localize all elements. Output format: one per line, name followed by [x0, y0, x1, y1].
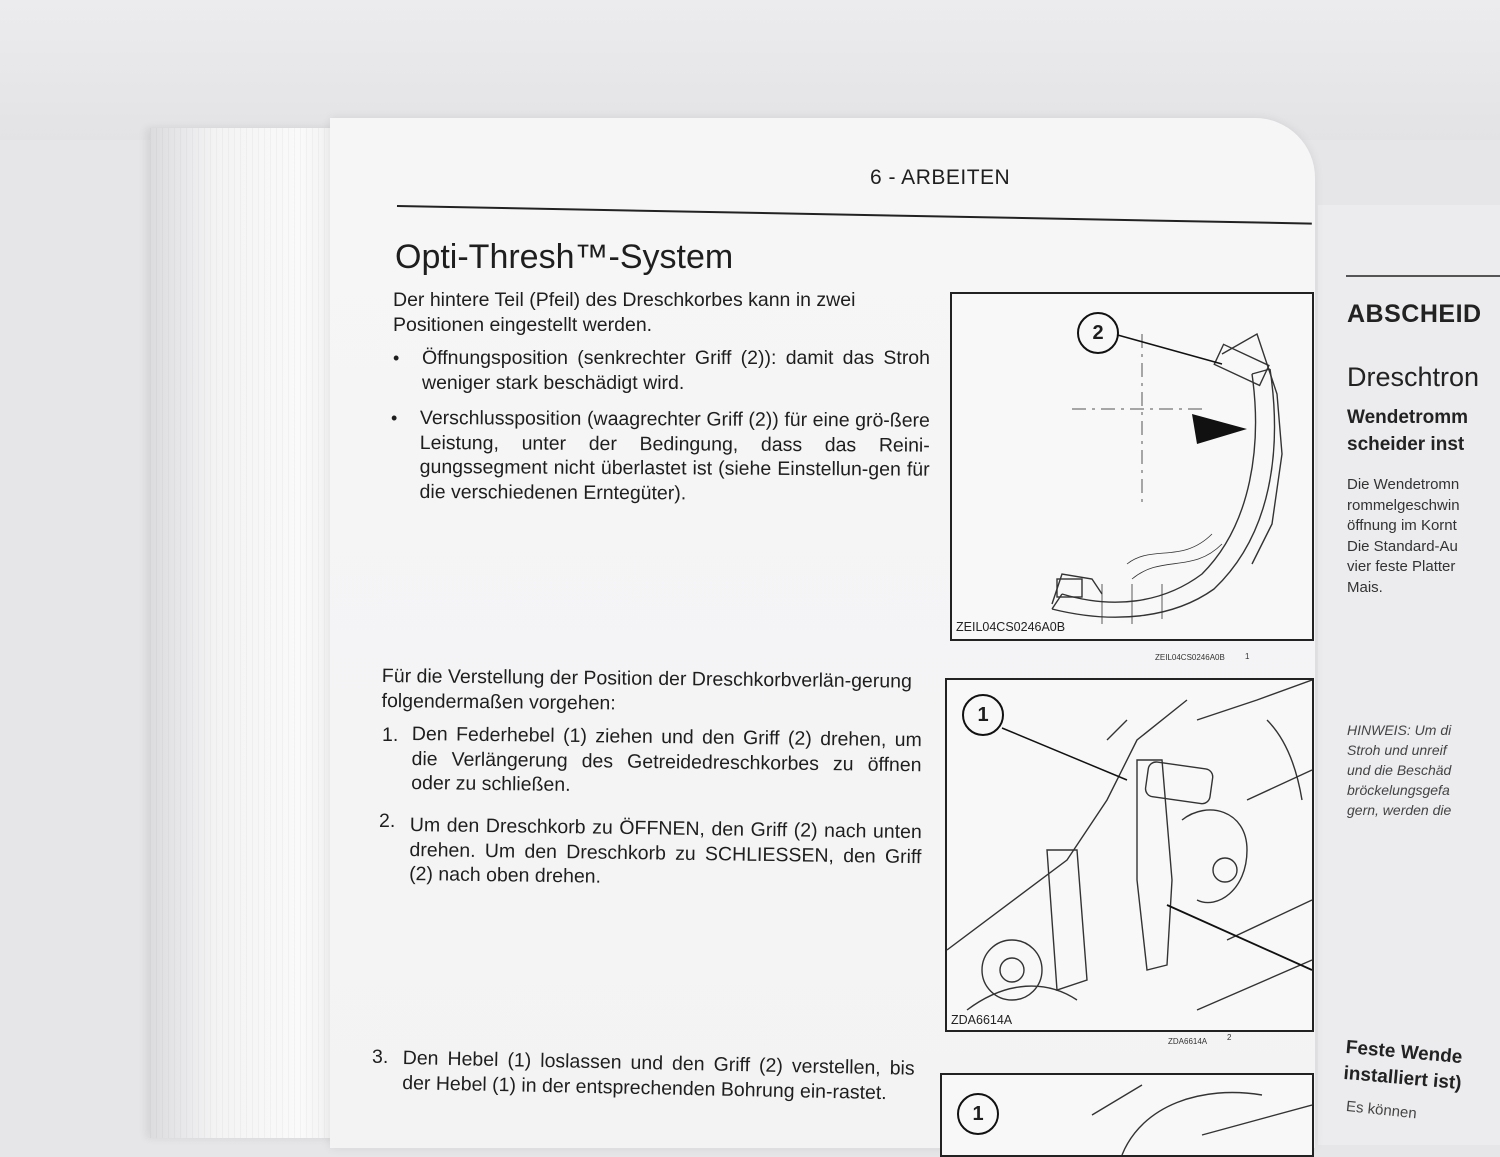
bullet-marker: • — [393, 348, 400, 368]
section-header: 6 - ARBEITEN — [870, 166, 1011, 189]
figure-code: ZEIL04CS0246A0B — [956, 620, 1066, 634]
text-line: Wendetromm — [1347, 407, 1469, 428]
procedure-intro: Für die Verstellung der Position der Dreschkorbverlän-gerung folgendermaßen vorgehen: — [381, 664, 912, 714]
bullet-item: Verschlussposition (waagrechter Griff (2)) für eine grö-ßere Leistung, unter der Bedingung, dass das Reini-gungssegment nicht überlastet ist (siehe Einstellun-gen für die verschiedenen Erntegüter). — [419, 407, 930, 504]
right-page-note — [1347, 720, 1451, 820]
right-page-bold-text — [1347, 404, 1468, 458]
text-line: HINWEIS: Um di — [1347, 722, 1452, 738]
right-page-footer-text: Es können — [1345, 1098, 1418, 1123]
text-line: Die Wendetromn — [1347, 476, 1460, 493]
concave-drawing — [952, 294, 1312, 639]
text-line: scheider inst — [1347, 434, 1465, 455]
right-page-footer-heading — [1342, 1035, 1464, 1097]
figure-caption-code: ZDA6614A — [1168, 1037, 1208, 1046]
text-line: und die Beschäd — [1347, 762, 1452, 778]
text-line: installiert ist) — [1342, 1062, 1463, 1095]
text-line: öffnung im Kornt — [1347, 517, 1457, 534]
callout-marker: 2 — [1077, 312, 1119, 354]
step-text: Den Hebel (1) loslassen und den Griff (2) verstellen, bis der Hebel (1) in der entsprechenden Bohrung ein-rastet. — [402, 1046, 915, 1104]
step-text: Um den Dreschkorb zu ÖFFNEN, den Griff (2) nach unten drehen. Um den Dreschkorb zu SCHLIESSEN, den Griff (2) nach oben drehen. — [408, 813, 922, 888]
page-title: Opti-Thresh™-System — [395, 238, 734, 276]
callout-marker: 1 — [957, 1093, 999, 1135]
text-line: vier feste Platter — [1347, 558, 1456, 575]
text-line: Mais. — [1347, 578, 1383, 596]
right-page — [1318, 205, 1500, 1145]
step-number: 1. — [382, 724, 399, 746]
arrow-icon — [1192, 414, 1247, 444]
bullet-marker: • — [391, 408, 398, 428]
text-line: bröckelungsgefa — [1347, 782, 1450, 798]
step-text: Den Federhebel (1) ziehen und den Griff (2) drehen, um die Verlängerung des Getreidedreschkorbes zu öffnen oder zu schließen. — [411, 722, 922, 796]
figure-lever-handle — [945, 678, 1314, 1032]
right-page-subheading: Dreschtron — [1347, 362, 1480, 392]
right-page-body — [1347, 475, 1460, 598]
step-number: 2. — [379, 810, 396, 832]
intro-paragraph: Der hintere Teil (Pfeil) des Dreschkorbes kann in zwei Positionen eingestellt werden. — [393, 289, 856, 336]
step-number: 3. — [372, 1046, 389, 1068]
figure-partial — [940, 1073, 1314, 1157]
lever-drawing — [947, 680, 1312, 1030]
right-page-heading: ABSCHEID — [1347, 300, 1482, 328]
text-line: gern, werden die — [1347, 802, 1452, 818]
text-line: Die Standard-Au — [1347, 537, 1458, 555]
text-line: Stroh und unreif — [1347, 742, 1447, 758]
figure-caption-number: 1 — [1245, 652, 1250, 661]
figure-caption-number: 2 — [1227, 1033, 1232, 1042]
figure-code: ZDA6614A — [951, 1013, 1013, 1027]
text-line: Feste Wende — [1344, 1036, 1464, 1069]
callout-marker: 1 — [962, 694, 1004, 736]
bullet-item: Öffnungsposition (senkrechter Griff (2)): damit das Stroh weniger stark beschädigt wird. — [422, 347, 930, 394]
right-page-rule — [1346, 275, 1500, 277]
figure-concave-extension — [950, 292, 1314, 641]
text-line: rommelgeschwin — [1347, 496, 1460, 514]
figure-caption-code: ZEIL04CS0246A0B — [1155, 653, 1225, 662]
